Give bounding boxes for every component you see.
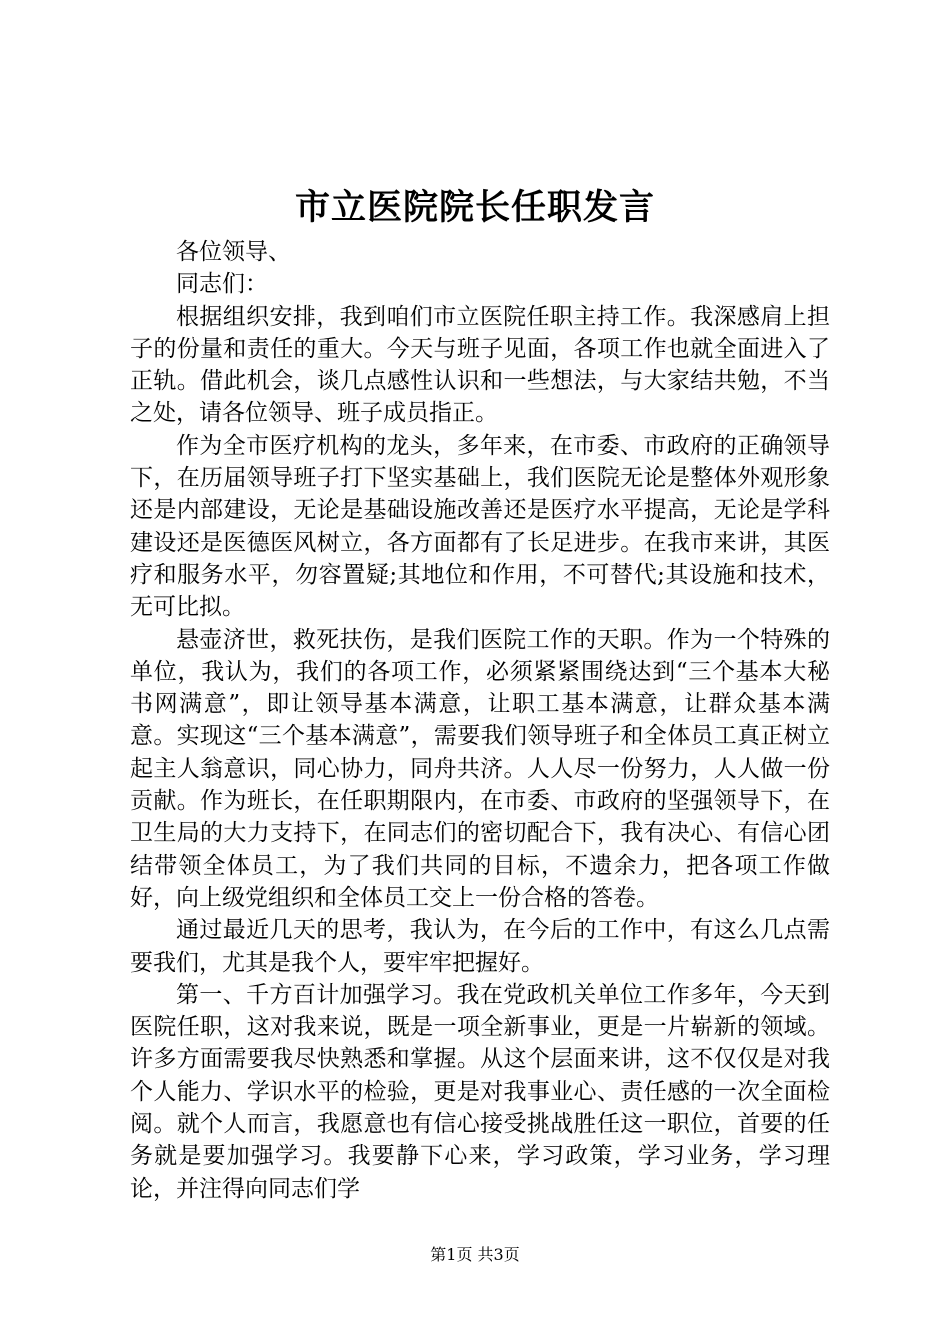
- salutation-comrades: 同志们：: [176, 271, 268, 298]
- page-title: 市立医院院长任职发言: [294, 187, 655, 228]
- paragraph: 作为全市医疗机构的龙头，多年来，在市委、市政府的正确领导下，在历届领导班子打下坚实基础上，我们医院无论是整体外观形象还是内部建设，无论是基础设施改善还是医疗水平提高，无论是学科建设还是医德医风树立，各方面都有了长足进步。在我市来讲，其医疗和服务水平，勿容置疑;其地位和作用，不可替代;其设施和技术，无可比拟。: [130, 432, 830, 621]
- paragraph: 根据组织安排，我到咱们市立医院任职主持工作。我深感肩上担子的份量和责任的重大。今天与班子见面，各项工作也就全面进入了正轨。借此机会，谈几点感性认识和一些想法，与大家结共勉，不当之处，请各位领导、班子成员指正。: [130, 303, 830, 427]
- paragraph: 悬壶济世，救死扶伤，是我们医院工作的天职。作为一个特殊的单位，我认为，我们的各项工作，必须紧紧围绕达到“三个基本大秘书网满意”，即让领导基本满意，让职工基本满意，让群众基本满意。实现这“三个基本满意”，需要我们领导班子和全体员工真正树立起主人翁意识，同心协力，同舟共济。人人尽一份努力，人人做一份贡献。作为班长，在任职期限内，在市委、市政府的坚强领导下，在卫生局的大力支持下，在同志们的密切配合下，我有决心、有信心团结带领全体员工，为了我们共同的目标，不遗余力，把各项工作做好，向上级党组织和全体员工交上一份合格的答卷。: [130, 626, 830, 911]
- document-body: [130, 236, 830, 1205]
- salutation-leaders: 各位领导、: [176, 239, 291, 265]
- paragraph: 第一、千方百计加强学习。我在党政机关单位工作多年，今天到医院任职，这对我来说，既是一项全新事业，更是一片崭新的领域。许多方面需要我尽快熟悉和掌握。从这个层面来讲，这不仅仅是对我个人能力、学识水平的检验，更是对我事业心、责任感的一次全面检阅。就个人而言，我愿意也有信心接受挑战胜任这一职位，首要的任务就是要加强学习。我要静下心来，学习政策，学习业务，学习理论，并注得向同志们学: [130, 981, 830, 1202]
- page-number-footer: 第1页 共3页: [430, 1245, 520, 1264]
- paragraph: 通过最近几天的思考，我认为，在今后的工作中，有这么几点需要我们，尤其是我个人，要牢牢把握好。: [130, 917, 830, 976]
